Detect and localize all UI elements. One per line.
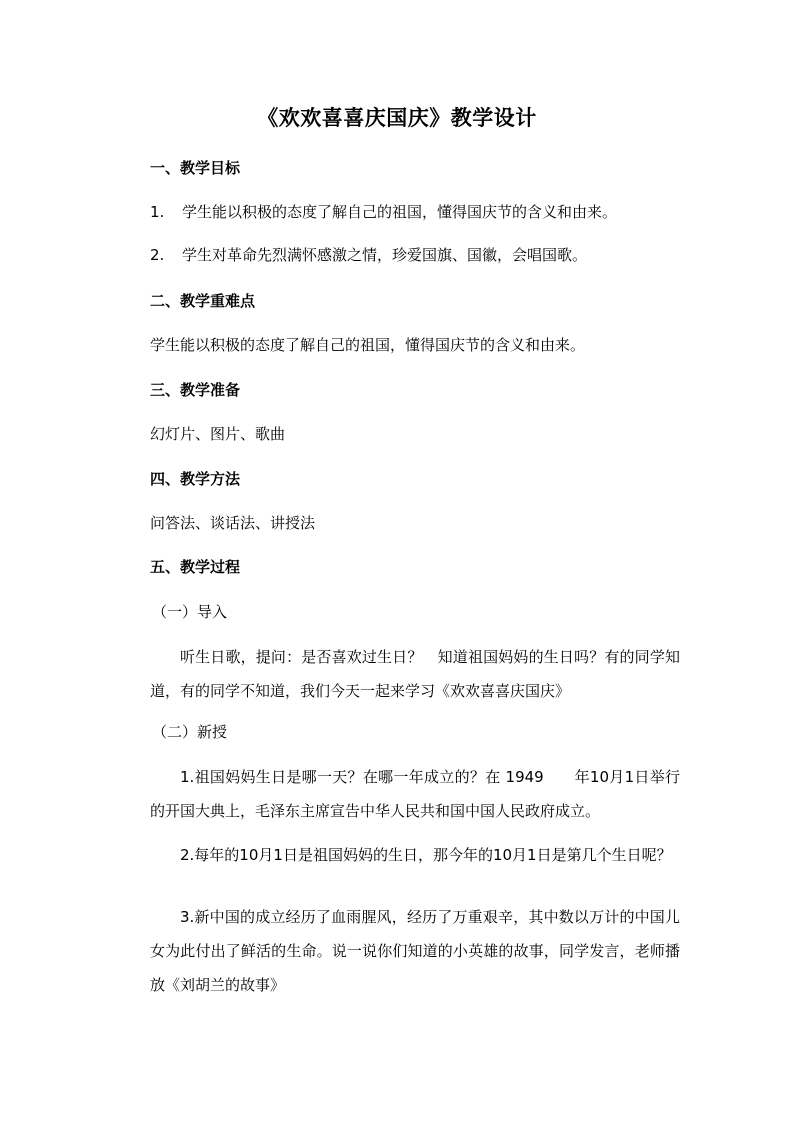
intro-paragraph: 听生日歌，提问：是否喜欢过生日？ 知道祖国妈妈的生日吗？有的同学知道，有的同学不知道，我们今天一起来学习《欢欢喜喜庆国庆》 [150, 648, 680, 700]
section-heading-preparation: 三、教学准备 [150, 381, 241, 399]
document-title: 《欢欢喜喜庆国庆》教学设计 [257, 106, 537, 130]
list-item-text: 学生能以积极的态度了解自己的祖国，懂得国庆节的含义和由来。 [182, 203, 618, 221]
new-lesson-paragraph-2: 2.每年的10月1日是祖国妈妈的生日，那今年的10月1日是第几个生日呢？ [180, 846, 672, 864]
subsection-intro-label: （一）导入 [152, 603, 228, 621]
list-number: 1. [150, 203, 165, 221]
list-item-text: 学生对革命先烈满怀感激之情，珍爱国旗、国徽，会唱国歌。 [182, 246, 588, 264]
section-heading-objectives: 一、教学目标 [150, 159, 241, 177]
list-number: 2. [150, 246, 165, 264]
methods-text: 问答法、谈话法、讲授法 [150, 514, 316, 532]
objective-item-1 [150, 200, 690, 224]
key-points-text: 学生能以积极的态度了解自己的祖国，懂得国庆节的含义和由来。 [150, 336, 586, 354]
new-lesson-paragraph-3: 3.新中国的成立经历了血雨腥风，经历了万重艰辛，其中数以万计的中国儿女为此付出了鲜活的生命。说一说你们知道的小英雄的故事，同学发言，老师播放《刘胡兰的故事》 [150, 908, 680, 994]
section-heading-key-points: 二、教学重难点 [150, 292, 256, 310]
new-lesson-paragraph-1: 1.祖国妈妈生日是哪一天？在哪一年成立的？在 1949 年10月1日举行的开国大典上，毛泽东主席宣告中华人民共和国中国人民政府成立。 [150, 768, 680, 820]
section-heading-methods: 四、教学方法 [150, 470, 241, 488]
objective-item-2 [150, 243, 690, 267]
section-heading-process: 五、教学过程 [150, 558, 241, 576]
subsection-new-label: （二）新授 [152, 723, 228, 741]
preparation-text: 幻灯片、图片、歌曲 [150, 425, 286, 443]
